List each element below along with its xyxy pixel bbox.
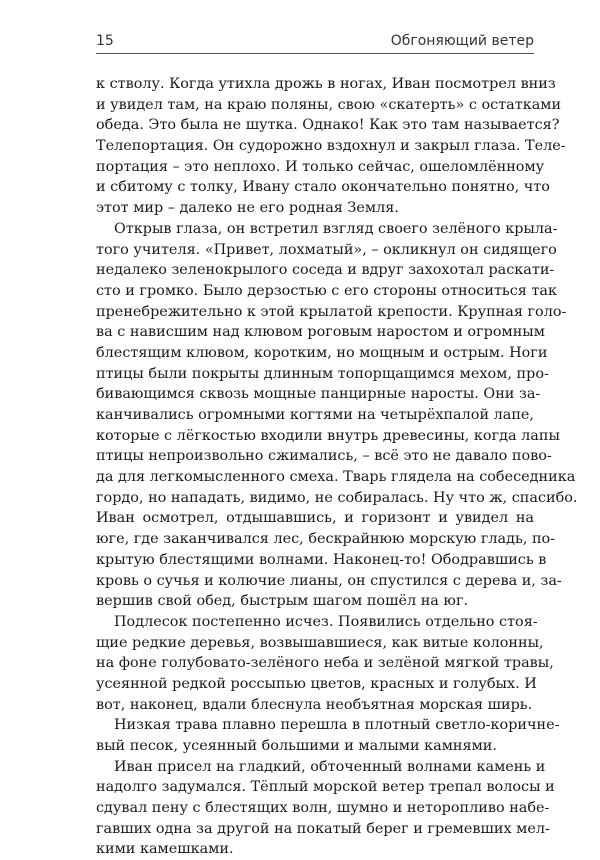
text-line: вот, наконец, вдали блеснула необъятная морская ширь. [96, 696, 533, 713]
body-text [96, 74, 578, 860]
paragraph [96, 508, 562, 611]
text-line: сто и громко. Было дерзостью с его стороны относиться так [96, 282, 557, 299]
paragraph [96, 757, 555, 860]
text-line: ва с нависшим над клювом роговым наростом и огромным [96, 324, 545, 341]
paragraph [96, 219, 578, 509]
text-line: Открыв глаза, он встретил взгляд своего зелёного крыла- [114, 220, 558, 237]
text-line: кими камешками. [96, 841, 234, 858]
paragraph [96, 612, 554, 715]
text-line: и сбитому с толку, Ивану стало окончательно понятно, что [96, 179, 550, 196]
text-line: Телепортация. Он судорожно вздохнул и закрыл глаза. Теле- [96, 138, 566, 155]
text-line: блестящим клювом, коротким, но мощным и острым. Ноги [96, 344, 548, 361]
text-line: сдувал пену с блестящих волн, шумно и неторопливо набе- [96, 800, 550, 817]
text-line: гавших одна за другой на покатый берег и гремевших мел- [96, 820, 550, 837]
text-line: обеда. Это была не шутка. Однако! Как это там называется? [96, 117, 560, 134]
text-line: бивающимся сквозь мощные панцирные наросты. Они за- [96, 386, 541, 403]
text-line: кровь о сучья и колючие лианы, он спустился с дерева и, за- [96, 572, 562, 589]
text-line: того учителя. «Привет, лохматый», – окликнул он сидящего [96, 241, 557, 258]
text-line: недалеко зеленокрылого соседа и вдруг захохотал раскати- [96, 262, 555, 279]
text-line: Иван осмотрел, отдышавшись, и горизонт и увидел на [96, 510, 534, 527]
text-line: и увидел там, на краю поляны, свою «скатерть» с остатками [96, 96, 562, 113]
text-line: вершив свой обед, быстрым шагом пошёл на юг. [96, 593, 469, 610]
paragraph [96, 715, 560, 756]
text-line: которые с лёгкостью входили внутрь древесины, когда лапы [96, 427, 560, 444]
text-line: птицы непроизвольно сжимались, – всё это не давало пово- [96, 448, 552, 465]
text-line: надолго задумался. Тёплый морской ветер трепал волосы и [96, 779, 555, 796]
text-line: Иван присел на гладкий, обточенный волнами камень и [114, 758, 546, 775]
text-line: Низкая трава плавно перешла в плотный светло-коричне- [114, 717, 560, 734]
text-line: усеянной редкой россыпью цветов, красных и голубых. И [96, 675, 537, 692]
text-line: канчивались огромными когтями на четырёхпалой лапе, [96, 407, 535, 423]
text-line: вый песок, усеянный большими и малыми камнями. [96, 738, 497, 754]
text-line: щие редкие деревья, возвышавшиеся, как витые колонны, [96, 634, 544, 651]
running-title: Обгоняющий ветер [390, 33, 534, 49]
text-line: да для легкомысленного смеха. Тварь глядела на собеседника [96, 469, 576, 486]
text-line: юге, где заканчивался лес, бескрайнюю морскую гладь, по- [96, 531, 556, 548]
page-number: 15 [96, 33, 114, 49]
text-line: на фоне голубовато-зелёного неба и зелёной мягкой травы, [96, 655, 554, 672]
paragraph [96, 74, 566, 219]
text-line: гордо, но нападать, видимо, не собиралась. Ну что ж, спасибо. [96, 489, 578, 506]
running-header [96, 31, 534, 54]
text-line: портация – это неплохо. И только сейчас, ошеломлённому [96, 158, 545, 175]
text-line: этот мир – далеко не его родная Земля. [96, 200, 399, 217]
text-line: крытую блестящими волнами. Наконец-то! Ободравшись в [96, 551, 547, 568]
text-line: Подлесок постепенно исчез. Появились отдельно стоя- [114, 613, 538, 630]
text-line: к стволу. Когда утихла дрожь в ногах, Иван посмотрел вниз [96, 76, 556, 92]
text-line: пренебрежительно к этой крылатой крепости. Крупная голо- [96, 303, 567, 320]
text-line: птицы были покрыты длинным топорщащимся мехом, про- [96, 365, 549, 382]
